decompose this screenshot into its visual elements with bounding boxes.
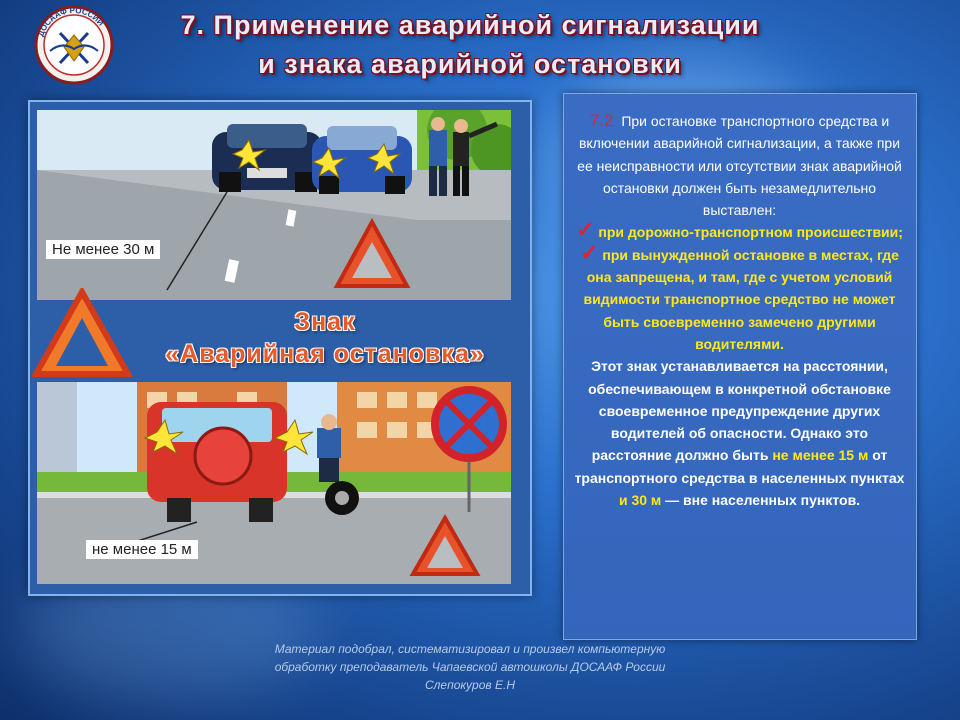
accident-scene-drawing <box>37 110 511 300</box>
svg-text:ДОСААФ РОССИИ: ДОСААФ РОССИИ <box>36 5 106 38</box>
rule-para-b: от транспортного средства в населенных пунктах <box>574 447 905 486</box>
rule-intro <box>572 110 907 221</box>
sign-caption-line2: «Аварийная остановка» <box>165 340 485 368</box>
rule-dist15: не менее 15 м <box>772 447 869 464</box>
warning-triangle-icon <box>32 288 132 380</box>
rule-para-c: — вне населенных пунктов. <box>665 492 861 509</box>
bottom-distance-label: не менее 15 м <box>86 540 198 559</box>
rule-case2-text: при вынужденной остановке в местах, где она запрещена, и там, где с учетом условий видимости транспортное средство не может быть своевременно замечено другими водителями. <box>583 246 899 352</box>
page-title <box>150 6 790 84</box>
illustration-accident-scene <box>37 110 511 300</box>
rule-case1-text: при дорожно-транспортном происшествии; <box>598 224 903 241</box>
rule-and: и <box>618 492 628 509</box>
dosaaf-logo <box>28 5 120 85</box>
rule-number: 7.2 <box>589 111 614 130</box>
page-title-line1: 7. Применение аварийной сигнализации <box>180 10 760 40</box>
checkmark-icon: ✓ <box>580 239 599 265</box>
rule-case2 <box>572 239 907 355</box>
top-distance-label: Не менее 30 м <box>46 240 160 259</box>
rule-text <box>572 110 907 511</box>
rule-case1 <box>572 217 907 243</box>
rule-intro-text: При остановке транспортного средства и включении аварийной сигнализации, а также при ее неисправности или отсутствии знак аварийной остановки должен быть незамедлительно выставлен: <box>577 113 902 219</box>
rule-dist30: 30 м <box>631 492 662 509</box>
rule-para-a: Этот знак устанавливается на расстоянии, обеспечивающем в конкретной обстановке своевременное предупреждение других водителей об опасности. Однако это расстояние должно быть <box>588 358 891 464</box>
footer-credit: Материал подобрал, систематизировал и произвел компьютерную обработку преподаватель Чапаевской автошколы ДОСААФ России Слепокуров Е.Н <box>274 642 666 692</box>
rule-distance <box>572 355 907 511</box>
sign-caption-line1: Знак <box>294 308 356 336</box>
sign-caption <box>130 306 520 370</box>
page-title-line2: и знака аварийной остановки <box>258 49 682 79</box>
checkmark-icon: ✓ <box>576 217 595 243</box>
